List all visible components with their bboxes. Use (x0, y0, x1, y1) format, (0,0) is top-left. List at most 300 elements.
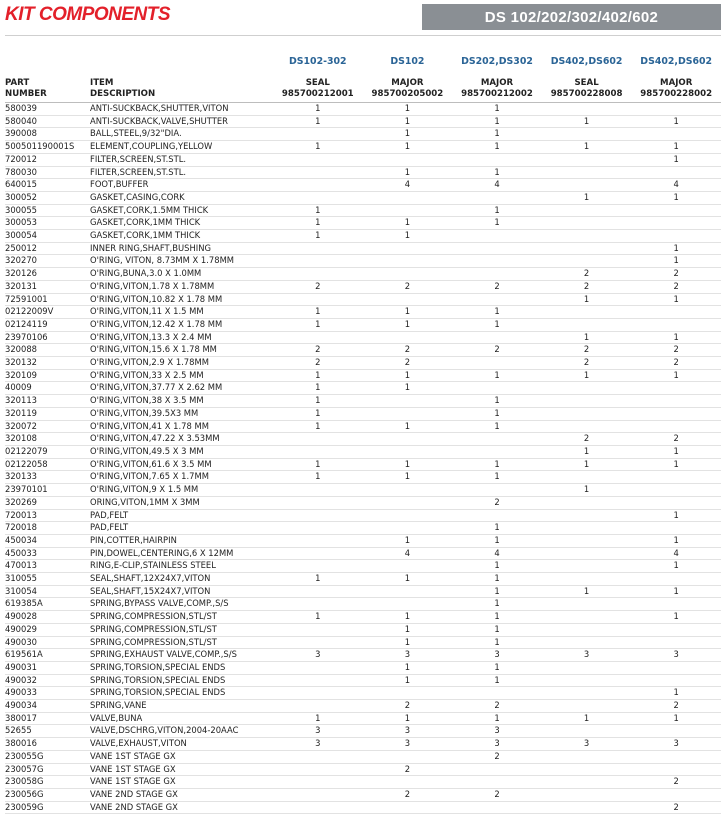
qty-cell: 3 (452, 738, 542, 751)
table-row (5, 534, 721, 547)
qty-cell (273, 700, 363, 713)
description-cell: SEAL,SHAFT,15X24X7,VITON (90, 585, 273, 598)
description-cell: O'RING,VITON,33 X 2.5 MM (90, 369, 273, 382)
qty-cell (273, 445, 363, 458)
part-number-cell: 490034 (5, 700, 90, 713)
qty-cell: 1 (452, 623, 542, 636)
table-row (5, 687, 721, 700)
qty-cell: 3 (631, 649, 721, 662)
qty-cell: 2 (631, 433, 721, 446)
qty-cell: 4 (452, 179, 542, 192)
part-number-cell: 300054 (5, 230, 90, 243)
description-cell: GASKET,CORK,1.5MM THICK (90, 204, 273, 217)
qty-cell (273, 128, 363, 141)
page-title: KIT COMPONENTS (5, 4, 171, 25)
description-cell: SPRING,COMPRESSION,STL/ST (90, 623, 273, 636)
part-number-cell: 320113 (5, 395, 90, 408)
qty-cell: 1 (452, 306, 542, 319)
qty-cell (542, 306, 632, 319)
qty-cell: 1 (363, 166, 453, 179)
description-cell: ELEMENT,COUPLING,YELLOW (90, 141, 273, 154)
qty-cell: 1 (452, 712, 542, 725)
qty-cell: 1 (631, 242, 721, 255)
qty-cell (631, 471, 721, 484)
qty-cell (363, 153, 453, 166)
qty-cell (631, 128, 721, 141)
qty-cell (452, 255, 542, 268)
part-number-header: PART NUMBER (5, 57, 90, 103)
qty-cell (542, 509, 632, 522)
table-row (5, 204, 721, 217)
table-row (5, 280, 721, 293)
qty-cell (542, 776, 632, 789)
table-row (5, 458, 721, 471)
qty-cell (542, 623, 632, 636)
qty-cell (452, 153, 542, 166)
part-number-cell: 380017 (5, 712, 90, 725)
kit-header-ds102-major: DS102 MAJOR 985700205002 (363, 57, 453, 103)
qty-cell: 1 (542, 458, 632, 471)
qty-cell: 1 (631, 458, 721, 471)
description-cell: VANE 2ND STAGE GX (90, 801, 273, 814)
table-row (5, 598, 721, 611)
description-cell: O'RING,VITON,15.6 X 1.78 MM (90, 344, 273, 357)
qty-cell (631, 484, 721, 497)
qty-cell: 1 (452, 636, 542, 649)
qty-cell: 3 (452, 725, 542, 738)
qty-cell: 1 (273, 420, 363, 433)
qty-cell: 1 (452, 318, 542, 331)
kit-header-ds202-ds302-major: DS202,DS302 MAJOR 985700212002 (452, 57, 542, 103)
part-number-cell: 02122009V (5, 306, 90, 319)
part-number-cell: 450033 (5, 547, 90, 560)
table-row (5, 420, 721, 433)
table-row (5, 636, 721, 649)
qty-cell: 1 (273, 217, 363, 230)
qty-cell: 2 (363, 763, 453, 776)
qty-cell: 1 (273, 318, 363, 331)
description-cell: FOOT,BUFFER (90, 179, 273, 192)
qty-cell: 1 (452, 103, 542, 116)
qty-cell: 1 (542, 331, 632, 344)
qty-cell (273, 750, 363, 763)
qty-cell: 3 (631, 738, 721, 751)
qty-cell (631, 407, 721, 420)
qty-cell (273, 166, 363, 179)
qty-cell: 3 (542, 738, 632, 751)
part-number-cell: 320270 (5, 255, 90, 268)
qty-cell: 3 (363, 738, 453, 751)
description-cell: ORING,VITON,1MM X 3MM (90, 496, 273, 509)
qty-cell (542, 534, 632, 547)
table-row (5, 725, 721, 738)
kit-header-ds402-ds602-seal: DS402,DS602 SEAL 985700228008 (542, 57, 632, 103)
qty-cell: 1 (363, 141, 453, 154)
kit-components-table (5, 57, 721, 814)
qty-cell: 2 (273, 344, 363, 357)
part-number-cell: 320133 (5, 471, 90, 484)
qty-cell (363, 750, 453, 763)
part-number-cell: 619561A (5, 649, 90, 662)
qty-cell (452, 445, 542, 458)
qty-cell (273, 547, 363, 560)
qty-cell: 1 (452, 407, 542, 420)
qty-cell (542, 763, 632, 776)
qty-cell (631, 204, 721, 217)
qty-cell (631, 230, 721, 243)
description-cell: O'RING,VITON,13.3 X 2.4 MM (90, 331, 273, 344)
part-number-cell: 02124119 (5, 318, 90, 331)
qty-cell: 1 (631, 687, 721, 700)
qty-cell (273, 433, 363, 446)
qty-cell (452, 687, 542, 700)
qty-cell (631, 763, 721, 776)
qty-cell (273, 509, 363, 522)
part-number-cell: 580039 (5, 103, 90, 116)
part-number-cell: 720013 (5, 509, 90, 522)
qty-cell: 1 (363, 674, 453, 687)
qty-cell: 1 (273, 115, 363, 128)
qty-cell (542, 395, 632, 408)
qty-cell: 2 (452, 496, 542, 509)
qty-cell: 4 (631, 547, 721, 560)
part-number-cell: 320131 (5, 280, 90, 293)
qty-cell: 1 (363, 623, 453, 636)
qty-cell (363, 204, 453, 217)
table-row (5, 191, 721, 204)
qty-cell (273, 674, 363, 687)
qty-cell: 1 (452, 522, 542, 535)
qty-cell: 1 (452, 661, 542, 674)
qty-cell (452, 776, 542, 789)
table-row (5, 369, 721, 382)
table-row (5, 357, 721, 370)
qty-cell: 2 (631, 357, 721, 370)
qty-cell (363, 687, 453, 700)
qty-cell (273, 801, 363, 814)
qty-cell: 1 (452, 141, 542, 154)
part-number-cell: 310055 (5, 573, 90, 586)
qty-cell (542, 522, 632, 535)
qty-cell (631, 522, 721, 535)
qty-cell (273, 522, 363, 535)
qty-cell (452, 357, 542, 370)
part-number-cell: 300055 (5, 204, 90, 217)
qty-cell (273, 179, 363, 192)
qty-cell (542, 547, 632, 560)
part-number-cell: 580040 (5, 115, 90, 128)
part-number-cell: 40009 (5, 382, 90, 395)
qty-cell: 1 (452, 166, 542, 179)
table-row (5, 623, 721, 636)
qty-cell (542, 674, 632, 687)
qty-cell (273, 560, 363, 573)
qty-cell: 2 (363, 280, 453, 293)
description-cell: PIN,DOWEL,CENTERING,6 X 12MM (90, 547, 273, 560)
qty-cell: 1 (273, 395, 363, 408)
qty-cell (542, 217, 632, 230)
table-row (5, 242, 721, 255)
qty-cell (542, 687, 632, 700)
part-number-cell: 320109 (5, 369, 90, 382)
table-row (5, 547, 721, 560)
description-cell: FILTER,SCREEN,ST.STL. (90, 166, 273, 179)
qty-cell (363, 407, 453, 420)
qty-cell: 2 (631, 344, 721, 357)
qty-cell: 2 (452, 788, 542, 801)
qty-cell: 4 (363, 547, 453, 560)
part-number-cell: 230056G (5, 788, 90, 801)
qty-cell (273, 763, 363, 776)
description-cell: O'RING,VITON,38 X 3.5 MM (90, 395, 273, 408)
qty-cell (363, 395, 453, 408)
qty-cell: 2 (452, 344, 542, 357)
qty-cell (542, 725, 632, 738)
qty-cell: 1 (542, 141, 632, 154)
qty-cell (363, 585, 453, 598)
part-number-cell: 300052 (5, 191, 90, 204)
description-cell: O'RING,VITON,7.65 X 1.7MM (90, 471, 273, 484)
part-number-cell: 310054 (5, 585, 90, 598)
table-row (5, 407, 721, 420)
qty-cell (273, 496, 363, 509)
qty-cell (542, 750, 632, 763)
table-row (5, 141, 721, 154)
qty-cell: 2 (363, 788, 453, 801)
part-number-cell: 300053 (5, 217, 90, 230)
table-row (5, 268, 721, 281)
qty-cell: 4 (631, 179, 721, 192)
part-number-cell: 490029 (5, 623, 90, 636)
description-cell: GASKET,CASING,CORK (90, 191, 273, 204)
description-cell: PAD,FELT (90, 509, 273, 522)
qty-cell: 1 (631, 445, 721, 458)
description-cell: ANTI-SUCKBACK,SHUTTER,VITON (90, 103, 273, 116)
qty-cell (363, 496, 453, 509)
table-row (5, 611, 721, 624)
qty-cell: 1 (452, 674, 542, 687)
qty-cell (631, 395, 721, 408)
qty-cell: 1 (273, 712, 363, 725)
description-cell: O'RING,VITON,47.22 X 3.53MM (90, 433, 273, 446)
qty-cell (273, 585, 363, 598)
description-cell: SPRING,TORSION,SPECIAL ENDS (90, 687, 273, 700)
description-cell: INNER RING,SHAFT,BUSHING (90, 242, 273, 255)
qty-cell (363, 509, 453, 522)
description-cell: ANTI-SUCKBACK,VALVE,SHUTTER (90, 115, 273, 128)
part-number-cell: 640015 (5, 179, 90, 192)
qty-cell (273, 268, 363, 281)
qty-cell (363, 293, 453, 306)
qty-cell: 1 (631, 560, 721, 573)
qty-cell (452, 433, 542, 446)
table-row (5, 763, 721, 776)
part-number-cell: 780030 (5, 166, 90, 179)
description-cell: SPRING,COMPRESSION,STL/ST (90, 636, 273, 649)
qty-cell: 2 (542, 344, 632, 357)
qty-cell: 1 (542, 191, 632, 204)
qty-cell (631, 636, 721, 649)
qty-cell (542, 382, 632, 395)
part-number-cell: 23970101 (5, 484, 90, 497)
qty-cell (542, 420, 632, 433)
description-cell: GASKET,CORK,1MM THICK (90, 217, 273, 230)
table-row (5, 522, 721, 535)
qty-cell (273, 598, 363, 611)
description-cell: VANE 2ND STAGE GX (90, 788, 273, 801)
kit-header-ds102-302-seal: DS102-302 SEAL 985700212001 (273, 57, 363, 103)
qty-cell (542, 230, 632, 243)
qty-cell: 1 (452, 420, 542, 433)
qty-cell: 2 (363, 344, 453, 357)
qty-cell (273, 293, 363, 306)
table-row (5, 445, 721, 458)
qty-cell (273, 661, 363, 674)
qty-cell: 2 (631, 280, 721, 293)
part-number-cell: 02122058 (5, 458, 90, 471)
description-cell: O'RING,VITON,37.77 X 2.62 MM (90, 382, 273, 395)
qty-cell (273, 636, 363, 649)
description-cell: O'RING,VITON,11 X 1.5 MM (90, 306, 273, 319)
qty-cell (631, 166, 721, 179)
qty-cell (363, 560, 453, 573)
qty-cell: 1 (452, 369, 542, 382)
qty-cell: 1 (363, 318, 453, 331)
part-number-cell: 490031 (5, 661, 90, 674)
qty-cell (631, 382, 721, 395)
table-body (5, 103, 721, 814)
qty-cell (452, 242, 542, 255)
qty-cell: 1 (542, 293, 632, 306)
qty-cell (542, 471, 632, 484)
qty-cell: 3 (542, 649, 632, 662)
part-number-cell: 72591001 (5, 293, 90, 306)
description-cell: VALVE,EXHAUST,VITON (90, 738, 273, 751)
qty-cell: 1 (273, 230, 363, 243)
qty-cell (273, 331, 363, 344)
qty-cell (273, 788, 363, 801)
part-number-cell: 320088 (5, 344, 90, 357)
qty-cell: 1 (363, 103, 453, 116)
description-cell: SEAL,SHAFT,12X24X7,VITON (90, 573, 273, 586)
qty-cell (542, 242, 632, 255)
table-row (5, 433, 721, 446)
qty-cell: 1 (363, 369, 453, 382)
qty-cell (542, 611, 632, 624)
table-row (5, 750, 721, 763)
qty-cell (631, 496, 721, 509)
qty-cell (363, 801, 453, 814)
qty-cell: 1 (363, 661, 453, 674)
table-row (5, 128, 721, 141)
qty-cell: 2 (452, 700, 542, 713)
qty-cell: 2 (273, 280, 363, 293)
qty-cell (542, 318, 632, 331)
qty-cell (631, 103, 721, 116)
qty-cell (452, 763, 542, 776)
qty-cell: 1 (452, 471, 542, 484)
qty-cell: 1 (363, 471, 453, 484)
qty-cell: 1 (363, 306, 453, 319)
qty-cell: 1 (273, 382, 363, 395)
description-cell: O'RING,BUNA,3.0 X 1.0MM (90, 268, 273, 281)
qty-cell: 4 (363, 179, 453, 192)
qty-cell (542, 573, 632, 586)
part-number-cell: 23970106 (5, 331, 90, 344)
table-row (5, 318, 721, 331)
qty-cell (542, 801, 632, 814)
part-number-cell: 380016 (5, 738, 90, 751)
description-cell: VALVE,BUNA (90, 712, 273, 725)
qty-cell (363, 484, 453, 497)
qty-cell: 1 (631, 509, 721, 522)
qty-cell (631, 306, 721, 319)
qty-cell (273, 776, 363, 789)
qty-cell (363, 445, 453, 458)
qty-cell (631, 598, 721, 611)
description-cell: O'RING,VITON,12.42 X 1.78 MM (90, 318, 273, 331)
description-cell: GASKET,CORK,1MM THICK (90, 230, 273, 243)
header-divider (5, 35, 721, 36)
qty-cell: 2 (363, 700, 453, 713)
table-row (5, 788, 721, 801)
qty-cell (363, 522, 453, 535)
qty-cell: 1 (273, 407, 363, 420)
qty-cell: 1 (452, 204, 542, 217)
qty-cell: 1 (631, 255, 721, 268)
table-row (5, 103, 721, 116)
table-row (5, 395, 721, 408)
description-cell: PAD,FELT (90, 522, 273, 535)
qty-cell: 1 (452, 573, 542, 586)
qty-cell: 2 (631, 801, 721, 814)
qty-cell: 1 (273, 204, 363, 217)
part-number-cell: 390008 (5, 128, 90, 141)
qty-cell: 1 (631, 191, 721, 204)
qty-cell: 1 (273, 458, 363, 471)
part-number-cell: 320108 (5, 433, 90, 446)
description-cell: SPRING,EXHAUST VALVE,COMP.,S/S (90, 649, 273, 662)
qty-cell: 1 (363, 611, 453, 624)
table-row (5, 661, 721, 674)
table-row (5, 471, 721, 484)
table-row (5, 331, 721, 344)
qty-cell (273, 484, 363, 497)
qty-cell: 1 (631, 585, 721, 598)
description-cell: BALL,STEEL,9/32"DIA. (90, 128, 273, 141)
qty-cell (363, 433, 453, 446)
table-row (5, 801, 721, 814)
table-row (5, 293, 721, 306)
qty-cell: 1 (542, 369, 632, 382)
table-row (5, 560, 721, 573)
qty-cell (452, 801, 542, 814)
qty-cell (273, 623, 363, 636)
qty-cell: 1 (363, 230, 453, 243)
qty-cell: 1 (631, 534, 721, 547)
qty-cell (542, 636, 632, 649)
qty-cell (452, 484, 542, 497)
part-number-cell: 490030 (5, 636, 90, 649)
description-cell: FILTER,SCREEN,ST.STL. (90, 153, 273, 166)
qty-cell (631, 750, 721, 763)
part-number-cell: 619385A (5, 598, 90, 611)
qty-cell: 2 (631, 776, 721, 789)
description-cell: PIN,COTTER,HAIRPIN (90, 534, 273, 547)
table-row (5, 179, 721, 192)
qty-cell: 1 (452, 458, 542, 471)
part-number-cell: 02122079 (5, 445, 90, 458)
